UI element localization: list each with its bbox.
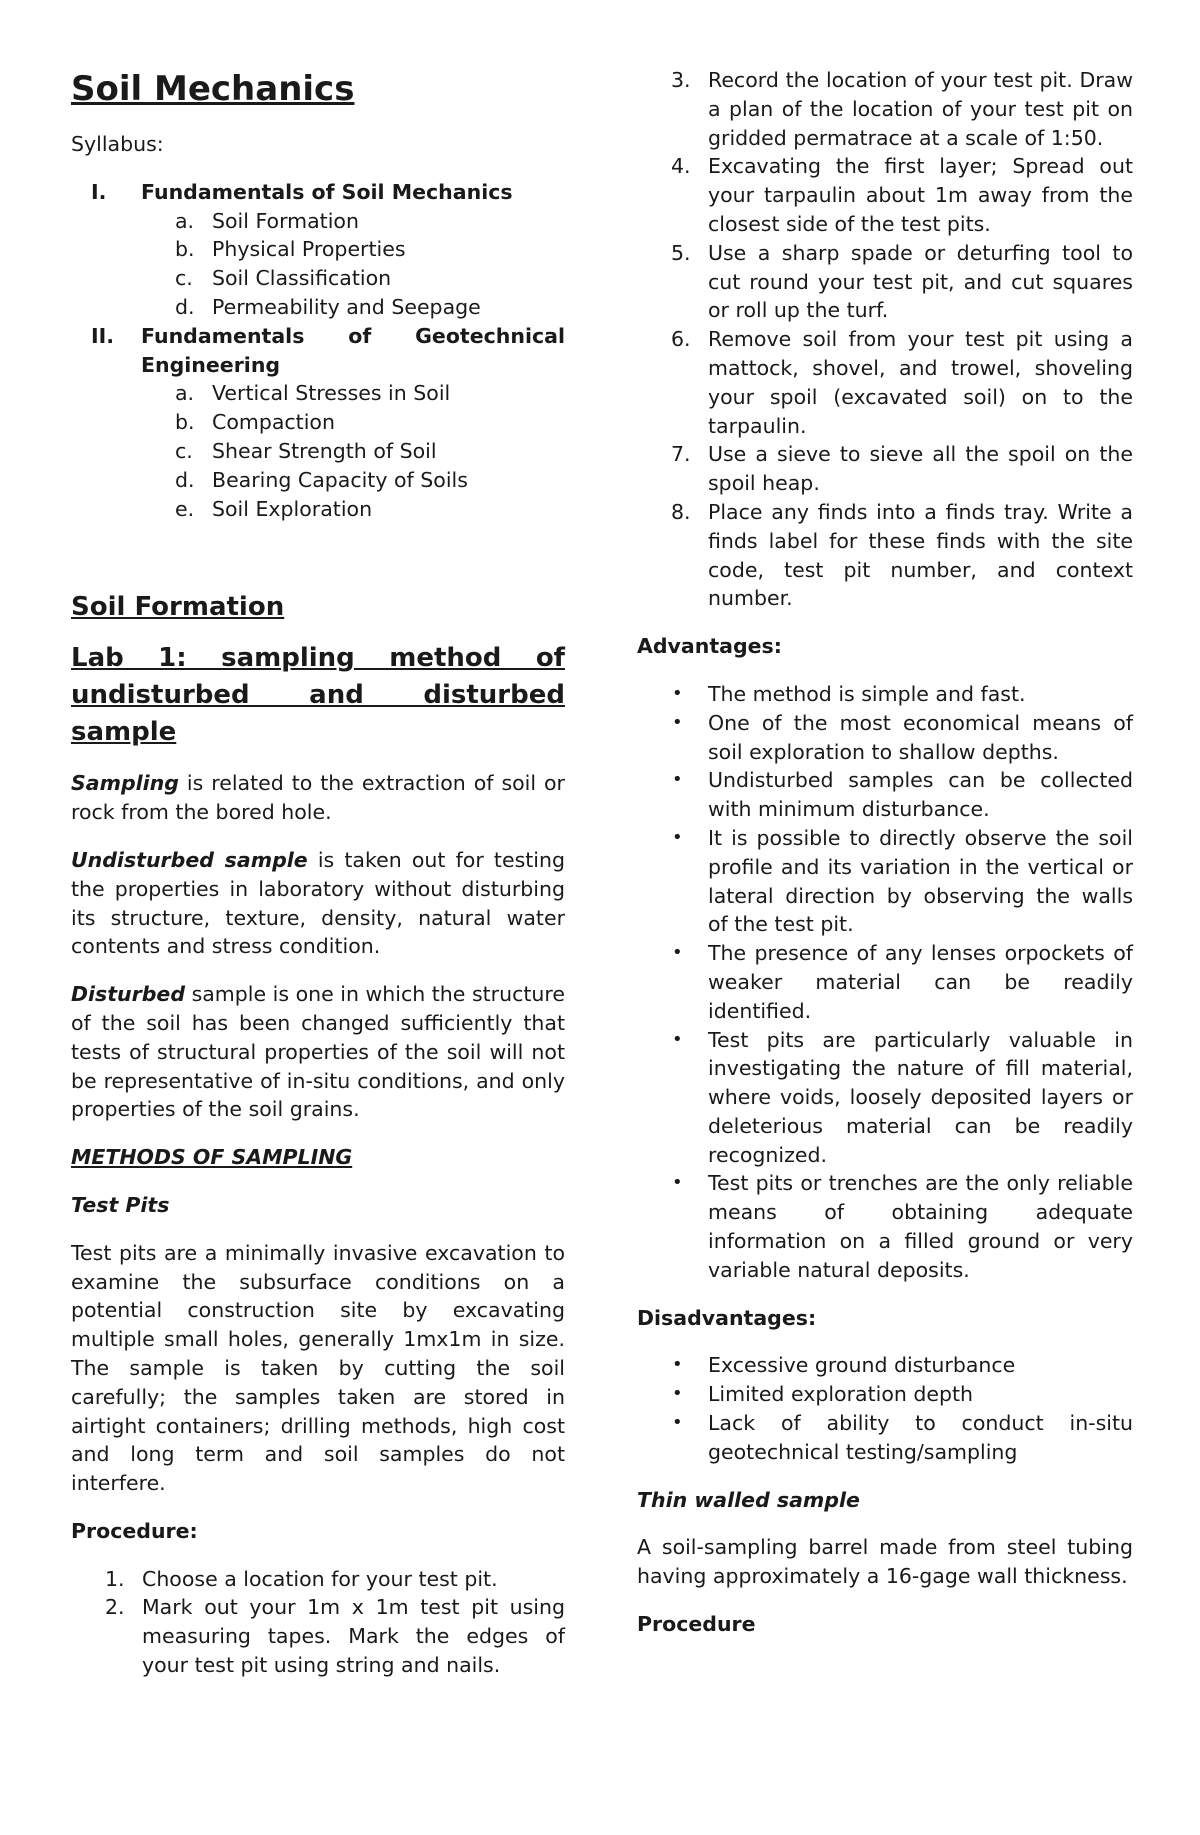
topic-item <box>71 437 565 466</box>
sampling-definition: is related to the extraction of soil or rock from the bored hole. <box>71 771 565 825</box>
procedure-step <box>71 1565 565 1594</box>
topic-text: Soil Classification <box>212 266 392 291</box>
topic-text: Soil Exploration <box>212 496 373 521</box>
procedure-step <box>637 325 1133 440</box>
topic-item <box>71 495 565 524</box>
section-heading: Soil Formation <box>71 592 285 623</box>
procedure-step <box>637 440 1133 498</box>
topic-item <box>71 235 565 264</box>
step-number: 8. <box>671 499 691 524</box>
syllabus-unit <box>71 322 565 524</box>
advantage-text: The method is simple and fast. <box>708 681 1026 706</box>
procedure-step <box>71 1593 565 1679</box>
step-text: Record the location of your test pit. Draw a plan of the location of your test pit on gridded permatrace at a scale of 1:50. <box>708 68 1133 150</box>
topic-text: Compaction <box>212 410 335 435</box>
topic-text: Soil Formation <box>212 208 359 233</box>
syllabus-list <box>71 178 565 524</box>
advantage-text: One of the most economical means of soil exploration to shallow depths. <box>708 710 1133 764</box>
syllabus-label: Syllabus: <box>71 132 164 156</box>
topic-item <box>71 408 565 437</box>
advantage-item <box>637 1026 1133 1170</box>
topic-letter: d. <box>175 294 195 319</box>
topic-letter: d. <box>175 467 195 492</box>
topic-text: Shear Strength of Soil <box>212 438 437 463</box>
disturbed-paragraph <box>71 980 565 1124</box>
topic-letter: b. <box>175 410 195 435</box>
thin-walled-paragraph: A soil-sampling barrel made from steel tubing having approximately a 16-gage wall thickness. <box>637 1535 1133 1589</box>
disadvantage-text: Excessive ground disturbance <box>708 1353 1016 1378</box>
advantage-item <box>637 824 1133 939</box>
topic-item <box>71 293 565 322</box>
step-text: Use a sieve to sieve all the spoil on the spoil heap. <box>708 442 1133 496</box>
section-gap <box>71 542 565 590</box>
advantages-label: Advantages: <box>637 634 782 659</box>
advantage-item <box>637 766 1133 824</box>
procedure-step <box>637 498 1133 613</box>
procedure-label: Procedure: <box>71 1518 198 1543</box>
disadvantage-text: Lack of ability to conduct in-situ geotechnical testing/sampling <box>708 1411 1133 1464</box>
topic-item <box>71 466 565 495</box>
disturbed-definition: sample is one in which the structure of the soil has been changed sufficiently that tests of structural properties of the soil will not be representative of in-situ conditions, and only properties of the soil grains. <box>71 982 565 1122</box>
step-number: 2. <box>105 1595 125 1620</box>
topic-item <box>71 379 565 408</box>
bullet-icon: • <box>672 1028 683 1050</box>
lab-heading: Lab 1: sampling method of undisturbed and disturbed sample <box>71 643 565 748</box>
methods-heading: METHODS OF SAMPLING <box>71 1145 353 1170</box>
advantage-item <box>637 709 1133 767</box>
topic-text: Vertical Stresses in Soil <box>212 381 451 406</box>
syllabus-unit <box>71 178 565 322</box>
topic-letter: a. <box>175 208 195 233</box>
bullet-icon: • <box>672 942 683 964</box>
topic-text: Bearing Capacity of Soils <box>212 467 468 492</box>
disadvantages-list <box>637 1351 1133 1466</box>
step-number: 7. <box>671 442 691 467</box>
topic-list <box>141 379 565 523</box>
unit-number: I. <box>91 179 107 204</box>
step-text: Choose a location for your test pit. <box>142 1566 498 1591</box>
step-number: 3. <box>671 68 691 92</box>
disadvantage-text: Limited exploration depth <box>708 1382 974 1407</box>
procedure-step <box>637 239 1133 325</box>
bullet-icon: • <box>672 1383 683 1405</box>
disadvantage-item <box>637 1351 1133 1380</box>
advantage-item <box>637 1169 1133 1284</box>
left-column <box>71 66 565 1699</box>
topic-list <box>141 207 565 322</box>
advantage-text: The presence of any lenses orpockets of weaker material can be readily identified. <box>708 941 1133 1023</box>
topic-letter: c. <box>175 438 193 463</box>
topic-letter: e. <box>175 496 195 521</box>
advantage-item <box>637 939 1133 1025</box>
disadvantages-label: Disadvantages: <box>637 1305 817 1330</box>
procedure-step <box>637 66 1133 152</box>
undisturbed-paragraph <box>71 846 565 961</box>
step-text: Excavating the first layer; Spread out your tarpaulin about 1m away from the closest side of the test pits. <box>708 154 1133 236</box>
topic-text: Physical Properties <box>212 237 406 262</box>
advantage-text: Test pits or trenches are the only reliable means of obtaining adequate information on a filled ground or very variable natural deposits. <box>708 1171 1133 1282</box>
sampling-term: Sampling <box>71 771 179 796</box>
step-text: Use a sharp spade or deturfing tool to cut round your test pit, and cut squares or roll up the turf. <box>708 240 1133 323</box>
topic-letter: c. <box>175 266 193 291</box>
bullet-icon: • <box>672 1172 683 1194</box>
procedure-list-part1 <box>71 1565 565 1680</box>
unit-label: Fundamentals of Soil Mechanics <box>141 179 513 204</box>
thin-walled-heading: Thin walled sample <box>637 1487 860 1512</box>
undisturbed-term: Undisturbed sample <box>71 847 308 872</box>
advantage-text: Test pits are particularly valuable in investigating the nature of fill material, where voids, loosely deposited layers or deleterious material can be readily recognized. <box>708 1027 1133 1167</box>
bullet-icon: • <box>672 1412 683 1434</box>
step-text: Remove soil from your test pit using a mattock, shovel, and trowel, shoveling your spoil (excavated soil) on to the tarpaulin. <box>708 327 1133 438</box>
bullet-icon: • <box>672 769 683 791</box>
step-number: 5. <box>671 240 691 265</box>
advantage-text: It is possible to directly observe the soil profile and its variation in the vertical or lateral direction by observing the walls of the test pit. <box>708 825 1133 937</box>
topic-text: Permeability and Seepage <box>212 294 481 319</box>
topic-item <box>71 207 565 236</box>
step-number: 6. <box>671 327 691 352</box>
document-title: Soil Mechanics <box>71 69 355 109</box>
disturbed-term: Disturbed <box>71 982 186 1007</box>
step-number: 1. <box>105 1566 125 1591</box>
unit-label: Fundamentals of Geotechnical Engineering <box>141 323 565 377</box>
step-text: Place any finds into a finds tray. Write a finds label for these finds with the site code, test pit number, and context number. <box>708 499 1133 611</box>
bullet-icon: • <box>672 682 683 704</box>
test-pits-paragraph: Test pits are a minimally invasive excavation to examine the subsurface conditions on a potential construction site by excavating multiple small holes, generally 1mx1m in size. The sample is taken by cutting the soil carefully; the samples taken are stored in airtight containers; drilling methods, high cost and long term and soil samples do not interfere. <box>71 1240 565 1496</box>
advantages-list <box>637 680 1133 1285</box>
disadvantage-item <box>637 1380 1133 1409</box>
procedure2-label: Procedure <box>637 1612 756 1637</box>
bullet-icon: • <box>672 1354 683 1376</box>
bullet-icon: • <box>672 826 683 848</box>
procedure-list-part2 <box>637 66 1133 613</box>
undisturbed-definition: is taken out for testing the properties in laboratory without disturbing its structure, texture, density, natural water contents and stress condition. <box>71 847 565 959</box>
sampling-paragraph <box>71 769 565 827</box>
disadvantage-item <box>637 1409 1133 1467</box>
advantage-item <box>637 680 1133 709</box>
topic-letter: b. <box>175 237 195 262</box>
right-column <box>637 66 1133 1658</box>
test-pits-heading: Test Pits <box>71 1192 170 1217</box>
unit-number: II. <box>91 323 115 348</box>
advantage-text: Undisturbed samples can be collected with minimum disturbance. <box>708 768 1133 822</box>
procedure-step <box>637 152 1133 238</box>
topic-letter: a. <box>175 381 195 406</box>
step-number: 4. <box>671 154 691 179</box>
topic-item <box>71 264 565 293</box>
step-text: Mark out your 1m x 1m test pit using measuring tapes. Mark the edges of your test pit using string and nails. <box>142 1595 565 1678</box>
bullet-icon: • <box>672 711 683 733</box>
